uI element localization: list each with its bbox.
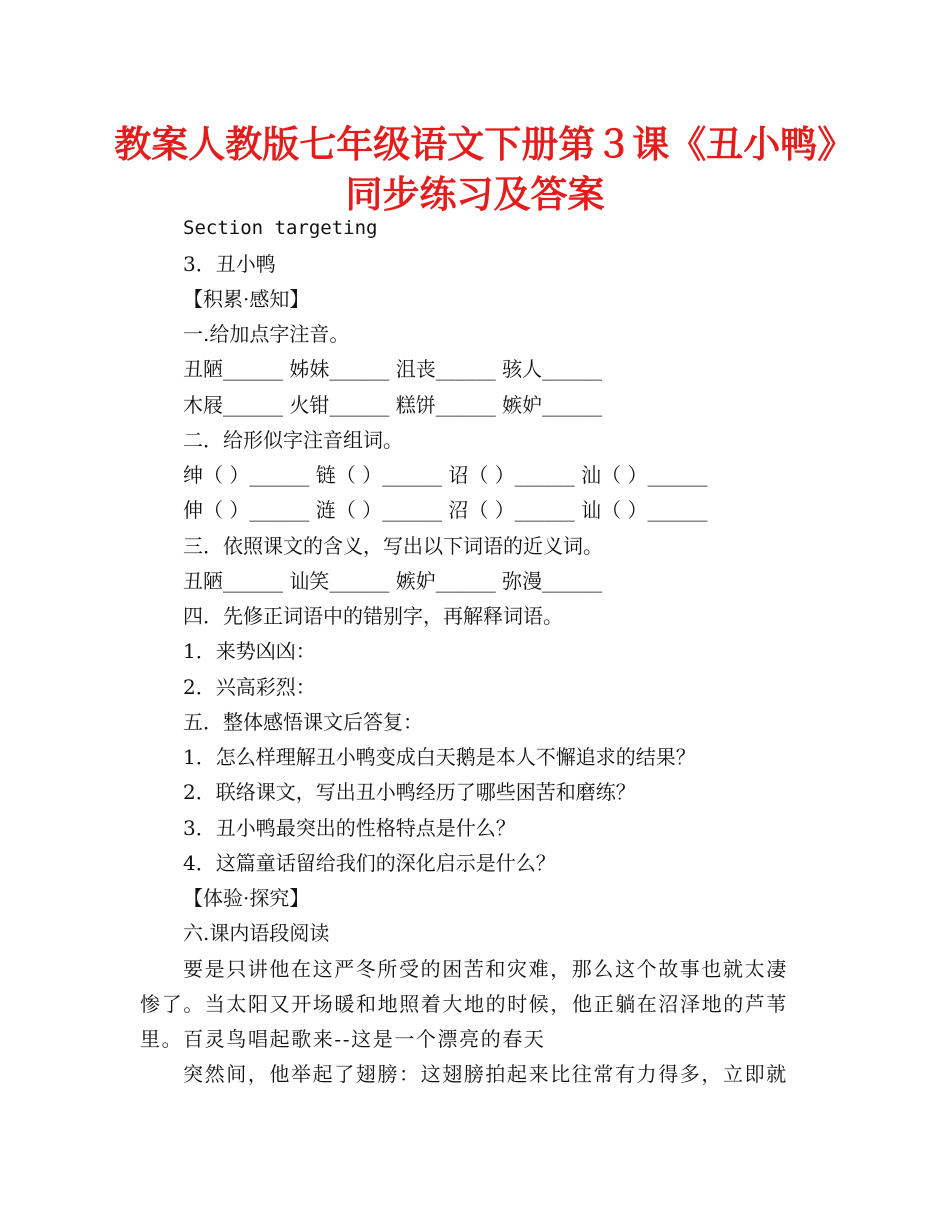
section-heading: 【积累·感知】 [183,287,310,311]
exercise-line: 2．联络课文，写出丑小鸭经历了哪些困苦和磨练？ [183,780,636,804]
exercise-line: 1．来势凶凶： [183,639,316,663]
question-heading: 六.课内语段阅读 [183,921,330,945]
exercise-line: 丑陋______ 讪笑______ 嫉妒______ 弥漫______ [183,569,603,593]
section-label: Section targeting [183,217,378,239]
question-heading: 四．先修正词语中的错别字，再解释词语。 [183,604,563,628]
exercise-line: 绅（ ）______ 链（ ）______ 诏（ ）______ 汕（ ）______ [183,463,708,487]
section-heading: 【体验·探究】 [183,886,310,910]
question-heading: 三．依照课文的含义，写出以下词语的近义词。 [183,534,603,558]
passage-line: 惨了。当太阳又开场暖和地照着大地的时候，他正躺在沼泽地的芦苇 [140,992,788,1016]
document-title: 教案人教版七年级语文下册第３课《丑小鸭》同步练习及答案 [114,123,836,216]
lesson-heading: 3．丑小鸭 [183,252,276,276]
exercise-line: 丑陋______ 姊妹______ 沮丧______ 骇人______ [183,357,603,381]
passage-line: 里。百灵鸟唱起歌来--这是一个漂亮的春天 [140,1027,546,1051]
exercise-line: 4．这篇童话留给我们的深化启示是什么？ [183,851,556,875]
passage-line: 要是只讲他在这严冬所受的困苦和灾难，那么这个故事也就太凄 [183,957,788,981]
exercise-line: 3．丑小鸭最突出的性格特点是什么？ [183,816,516,840]
exercise-line: 2．兴高彩烈： [183,675,316,699]
passage-line: 突然间，他举起了翅膀：这翅膀拍起来比往常有力得多，立即就 [183,1062,788,1086]
exercise-line: 木屐______ 火钳______ 糕饼______ 嫉妒______ [183,393,603,417]
question-heading: 二．给形似字注音组词。 [183,428,403,452]
exercise-line: 1．怎么样理解丑小鸭变成白天鹅是本人不懈追求的结果？ [183,745,696,769]
exercise-line: 伸（ ）______ 涟（ ）______ 沼（ ）______ 讪（ ）______ [183,498,708,522]
question-heading: 一.给加点字注音。 [183,322,350,346]
question-heading: 五．整体感悟课文后答复： [183,710,423,734]
